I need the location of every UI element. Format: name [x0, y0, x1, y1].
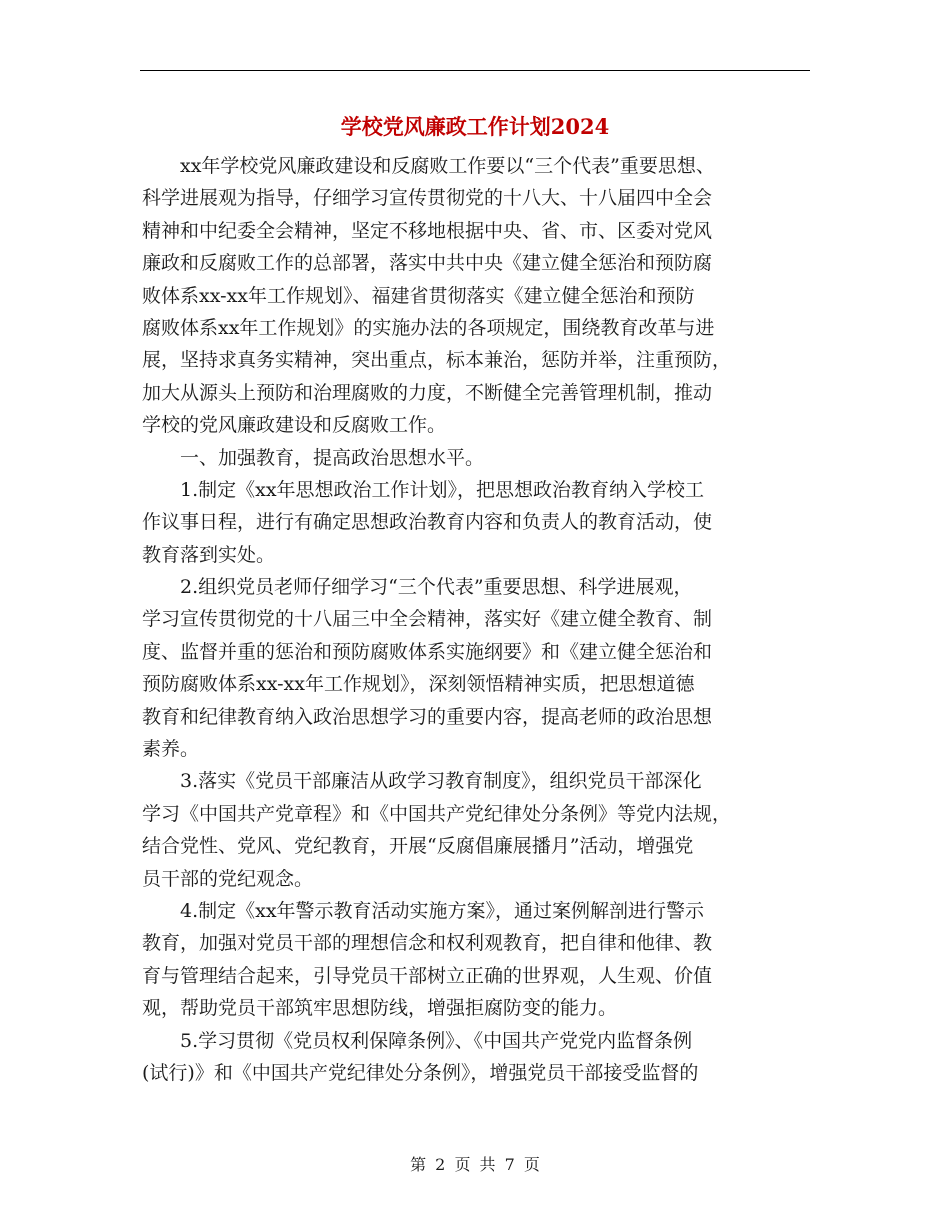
text-line: 教育，加强对党员干部的理想信念和权利观教育，把自律和他律、教 — [142, 932, 713, 955]
text-line: 展，坚持求真务实精神，突出重点，标本兼治，惩防并举，注重预防， — [142, 349, 732, 372]
text-line: 败体系xx-xx年工作规划》、福建省贯彻落实《建立健全惩治和预防 — [142, 284, 695, 307]
text-line: 观，帮助党员干部筑牢思想防线，增强拒腐防变的能力。 — [142, 997, 618, 1020]
text-line: 育与管理结合起来，引导党员干部树立正确的世界观，人生观、价值 — [142, 964, 713, 987]
text-line: 素养。 — [142, 738, 200, 761]
text-line: 学校的党风廉政建设和反腐败工作。 — [142, 414, 447, 437]
text-line: 3.落实《党员干部廉洁从政学习教育制度》，组织党员干部深化 — [142, 770, 702, 793]
text-line: 教育落到实处。 — [142, 543, 276, 566]
text-line: (试行)》和《中国共产党纪律处分条例》，增强党员干部接受监督的 — [142, 1061, 699, 1084]
text-line: 员干部的党纪观念。 — [142, 867, 314, 890]
header-rule — [140, 70, 810, 71]
text-line: 教育和纪律教育纳入政治思想学习的重要内容，提高老师的政治思想 — [142, 705, 713, 728]
document-title: 学校党风廉政工作计划2024 — [340, 114, 610, 139]
text-line: 学习宣传贯彻党的十八届三中全会精神，落实好《建立健全教育、制 — [142, 608, 713, 631]
text-line: 学习《中国共产党章程》和《中国共产党纪律处分条例》等党内法规， — [142, 802, 732, 825]
text-line: 廉政和反腐败工作的总部署，落实中共中央《建立健全惩治和预防腐 — [142, 252, 713, 275]
text-line: 腐败体系xx年工作规划》的实施办法的各项规定，围绕教育改革与进 — [142, 316, 715, 339]
text-line: 结合党性、党风、党纪教育，开展“反腐倡廉展播月”活动，增强党 — [142, 835, 694, 858]
text-line: 一、加强教育，提高政治思想水平。 — [142, 446, 485, 469]
text-line: 精神和中纪委全会精神，坚定不移地根据中央、省、市、区委对党风 — [142, 219, 713, 242]
text-line: 科学进展观为指导，仔细学习宣传贯彻党的十八大、十八届四中全会 — [142, 187, 713, 210]
text-line: 预防腐败体系xx-xx年工作规划》，深刻领悟精神实质，把思想道德 — [142, 673, 695, 696]
text-line: 4.制定《xx年警示教育活动实施方案》，通过案例解剖进行警示 — [142, 899, 705, 922]
text-line: 度、监督并重的惩治和预防腐败体系实施纲要》和《建立健全惩治和 — [142, 640, 713, 663]
text-line: xx年学校党风廉政建设和反腐败工作要以“三个代表”重要思想、 — [142, 155, 715, 177]
text-line: 作议事日程，进行有确定思想政治教育内容和负责人的教育活动，使 — [142, 511, 713, 534]
page-footer: 第 2 页 共 7 页 — [410, 1155, 540, 1174]
text-line: 加大从源头上预防和治理腐败的力度，不断健全完善管理机制，推动 — [142, 381, 713, 404]
text-line: 2.组织党员老师仔细学习“三个代表”重要思想、科学进展观， — [142, 576, 693, 599]
document-body — [142, 150, 810, 1089]
text-line: 5.学习贯彻《党员权利保障条例》、《中国共产党党内监督条例 — [142, 1029, 693, 1052]
text-line: 1.制定《xx年思想政治工作计划》，把思想政治教育纳入学校工 — [142, 478, 705, 501]
